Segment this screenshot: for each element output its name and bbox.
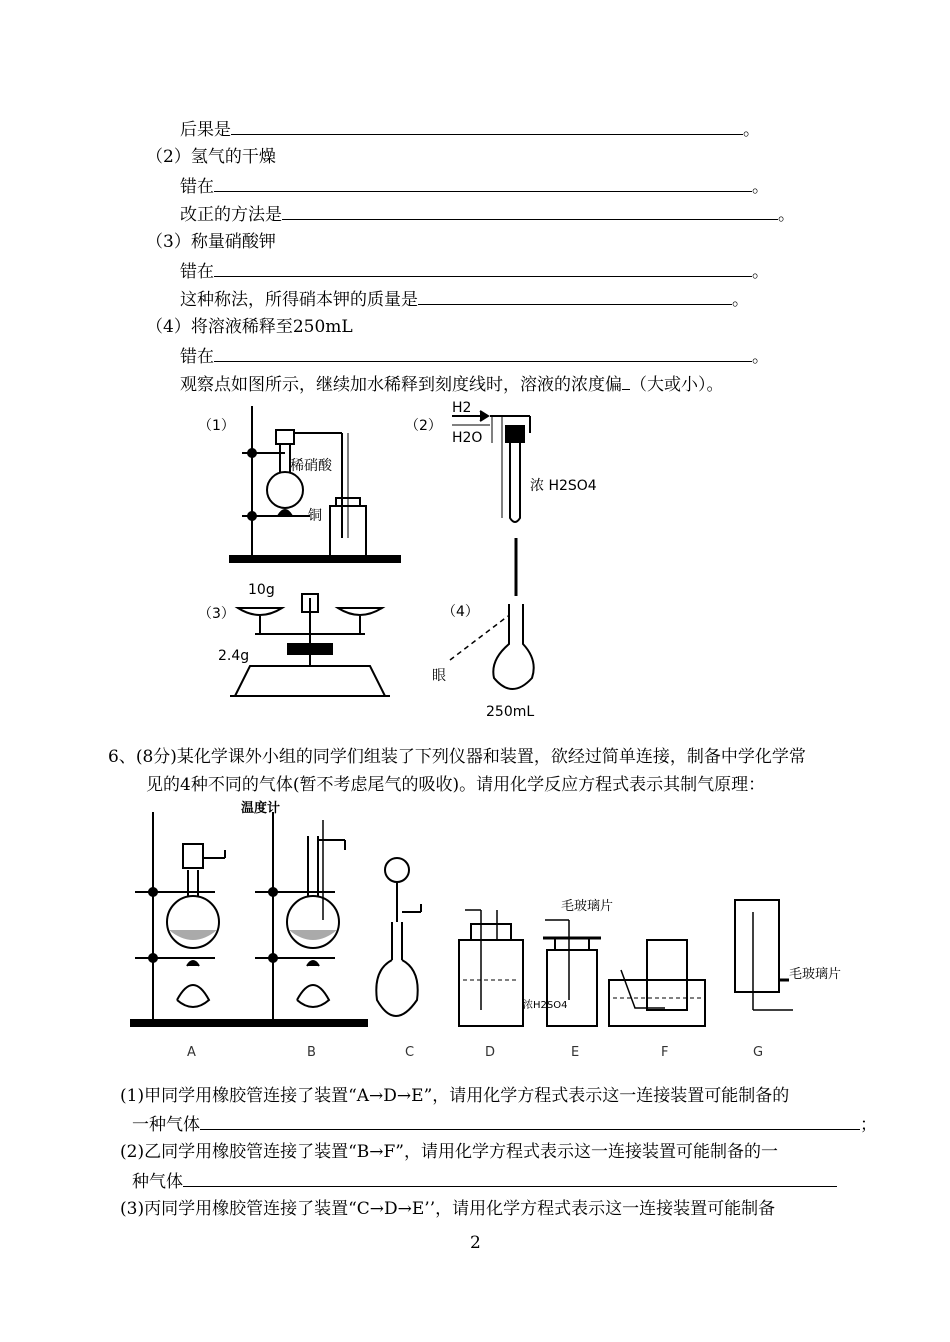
label-eye: 眼 bbox=[432, 668, 446, 684]
label-4: （4） bbox=[442, 604, 479, 620]
apparatus-labels bbox=[187, 1045, 763, 1060]
label-10g: 10g bbox=[248, 582, 275, 598]
sub-2-line-2: 种气体 bbox=[132, 1170, 837, 1193]
answer-blank[interactable] bbox=[183, 1170, 837, 1187]
label-1: （1） bbox=[198, 418, 235, 434]
label-3: （3） bbox=[198, 606, 235, 622]
label-dilute-nitric-acid: 稀硝酸 bbox=[290, 458, 332, 474]
apparatus-figure-2 bbox=[125, 800, 855, 1070]
item-4-heading: （4）将溶液稀释至250mL bbox=[146, 317, 353, 337]
answer-blank[interactable] bbox=[622, 373, 630, 390]
apparatus-figure-1 bbox=[190, 398, 610, 723]
answer-blank[interactable] bbox=[214, 175, 752, 192]
apparatus-label-b: B bbox=[307, 1045, 316, 1060]
apparatus-label-a: A bbox=[187, 1045, 196, 1060]
label-copper: 铜 bbox=[308, 508, 322, 524]
line-consequence: 后果是 。 bbox=[180, 120, 760, 140]
label-d-h2so4: 浓H2SO4 bbox=[523, 1000, 568, 1011]
label-h2o: H2O bbox=[452, 430, 483, 446]
line-text: 后果是 bbox=[180, 120, 231, 140]
sub-2-line-1: (2)乙同学用橡胶管连接了装置“B→F”，请用化学方程式表示这一连接装置可能制备的一 bbox=[120, 1142, 778, 1162]
label-ground-glass-e: 毛玻璃片 bbox=[561, 899, 614, 914]
apparatus-label-f: F bbox=[661, 1045, 669, 1060]
q6-line-2: 见的4种不同的气体(暂不考虑尾气的吸收)。请用化学反应方程式表示其制气原理： bbox=[146, 775, 766, 795]
answer-blank[interactable] bbox=[231, 118, 743, 135]
label-2: （2） bbox=[405, 418, 442, 434]
page-number: 2 bbox=[470, 1233, 481, 1253]
answer-blank[interactable] bbox=[214, 345, 752, 362]
sub-1-line-1: (1)甲同学用橡胶管连接了装置“A→D→E”，请用化学方程式表示这一连接装置可能制备的 bbox=[120, 1086, 790, 1106]
label-thermometer: 温度计 bbox=[241, 801, 281, 816]
apparatus-label-c: C bbox=[405, 1045, 415, 1060]
answer-blank[interactable] bbox=[200, 1113, 860, 1130]
item-2-heading: （2）氢气的干燥 bbox=[146, 147, 276, 167]
apparatus-label-d: D bbox=[485, 1045, 496, 1060]
label-250ml: 250mL bbox=[486, 704, 535, 720]
sub-3-line-1: (3)丙同学用橡胶管连接了装置“C→D→E’’，请用化学方程式表示这一连接装置可能制备 bbox=[120, 1199, 776, 1219]
line-error-4: 错在 。 bbox=[180, 347, 769, 367]
apparatus-label-g: G bbox=[753, 1045, 764, 1060]
label-ground-glass-g: 毛玻璃片 bbox=[789, 967, 842, 982]
line-error-3: 错在 。 bbox=[180, 262, 769, 282]
answer-blank[interactable] bbox=[214, 260, 752, 277]
label-h2: H2 bbox=[452, 400, 472, 416]
line-error-2: 错在 。 bbox=[180, 177, 769, 197]
apparatus-label-e: E bbox=[571, 1045, 580, 1060]
q6-line-1: 6、(8分)某化学课外小组的同学们组装了下列仪器和装置，欲经过简单连接，制备中学化学常 bbox=[108, 747, 806, 767]
answer-blank[interactable] bbox=[418, 288, 732, 305]
sub-1-line-2: 一种气体 ； bbox=[132, 1115, 877, 1135]
item-3-heading: （3）称量硝酸钾 bbox=[146, 232, 276, 252]
line-mass: 这种称法，所得硝本钾的质量是 。 bbox=[180, 290, 749, 310]
line-fix-method: 改正的方法是 。 bbox=[180, 205, 795, 225]
label-conc-h2so4: 浓 H2SO4 bbox=[530, 478, 597, 494]
answer-blank[interactable] bbox=[282, 203, 778, 220]
line-observation: 观察点如图所示，继续加水稀释到刻度线时，溶液的浓度偏 （大或小）。 bbox=[180, 375, 724, 395]
label-2-4g: 2.4g bbox=[218, 648, 250, 664]
